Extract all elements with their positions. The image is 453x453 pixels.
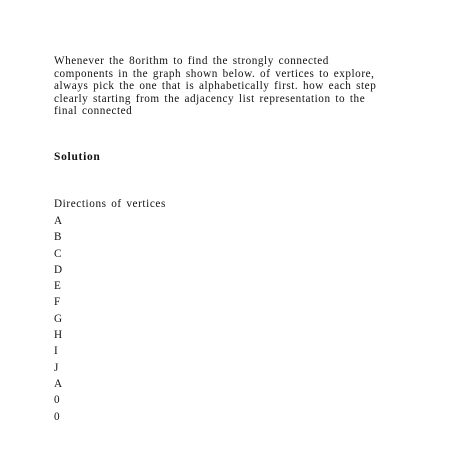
vertex-item: C [54, 247, 62, 260]
vertex-item: A [54, 215, 63, 227]
question-line: clearly starting from the adjacency list representation to the [54, 92, 366, 105]
vertex-item: F [54, 296, 61, 309]
vertex-item: A [54, 377, 63, 390]
question-line: final connected [54, 105, 133, 118]
question-line: components in the graph shown below. of vertices to explore, [54, 67, 375, 80]
question-line: always pick the one that is alphabetically first. how each step [54, 80, 377, 93]
vertex-item: 0 [54, 394, 60, 407]
directions-label: Directions of vertices [54, 198, 166, 210]
vertex-item: I [54, 345, 58, 358]
vertex-item: H [54, 329, 63, 342]
question-line: Whenever the 8orithm to find the strongly connected [54, 55, 329, 67]
vertex-item: G [54, 312, 63, 325]
question-text [54, 55, 404, 118]
vertex-item: J [54, 361, 59, 374]
vertex-list [54, 213, 62, 425]
solution-heading: Solution [54, 151, 101, 163]
vertex-item: B [54, 231, 62, 244]
vertex-item: E [54, 280, 61, 293]
vertex-item: D [54, 263, 63, 276]
vertex-item: 0 [54, 410, 60, 423]
